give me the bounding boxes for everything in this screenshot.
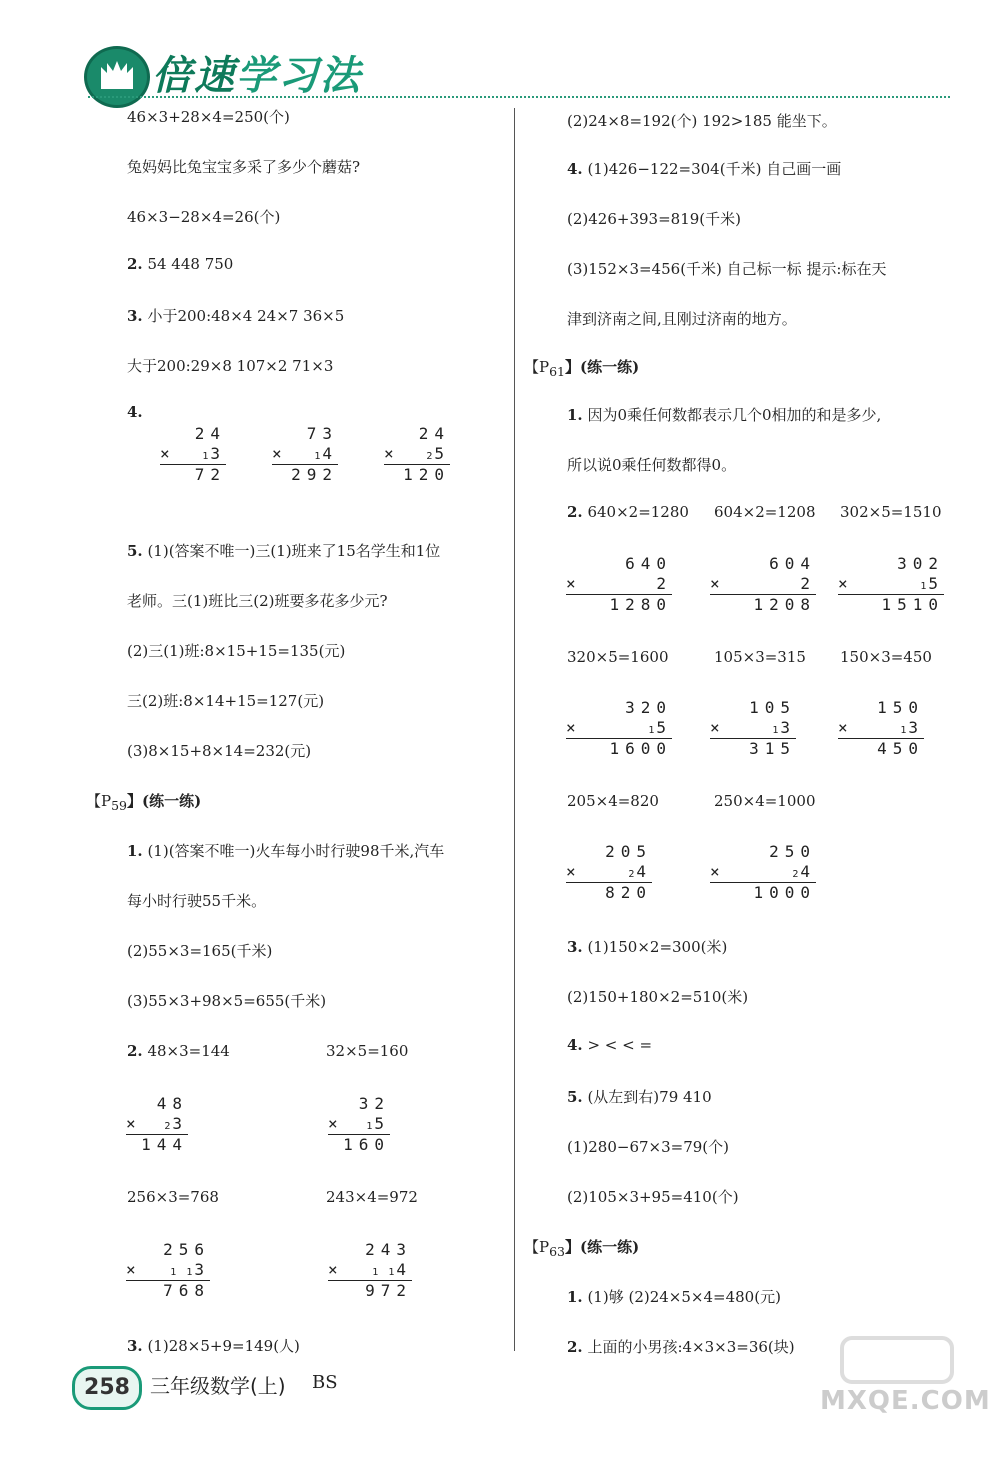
multiplicand: 640 — [625, 554, 672, 573]
vertical-calc — [566, 554, 672, 615]
multiplicand: 250 — [769, 842, 816, 861]
multiplicand: 150 — [877, 698, 924, 717]
multiplier: 3 — [780, 718, 796, 737]
vertical-calc — [272, 424, 338, 485]
times-sign: × — [566, 574, 576, 593]
multiplier: 2 — [656, 574, 672, 593]
product: 1510 — [838, 594, 944, 615]
times-sign: × — [710, 862, 720, 881]
left-line: (2)55×3=165(千米) — [127, 942, 273, 960]
item-text: (1)(答案不唯一)火车每小时行驶98千米,汽车 — [147, 842, 445, 860]
section-heading — [86, 790, 201, 813]
carry-digits: 2 — [628, 869, 637, 880]
product: 768 — [126, 1280, 210, 1301]
right-line: (3)152×3=456(千米) 自己标一标 提示:标在天 — [567, 260, 887, 278]
item-number: 2. — [567, 503, 583, 521]
page-number: 258 — [72, 1366, 142, 1410]
multiplier: 5 — [374, 1114, 390, 1133]
right-line: (2)105×3+95=410(个) — [567, 1188, 739, 1206]
multiplier: 3 — [194, 1260, 210, 1279]
item-text: 小于200:48×4 24×7 36×5 — [147, 307, 345, 325]
times-sign: × — [160, 444, 170, 463]
left-line: (2)三(1)班:8×15+15=135(元) — [127, 642, 346, 660]
product: 72 — [160, 464, 226, 485]
left-line: 大于200:29×8 107×2 71×3 — [127, 357, 334, 375]
vertical-calc — [328, 1094, 390, 1155]
vertical-calc — [838, 554, 944, 615]
times-sign: × — [710, 718, 720, 737]
vertical-calc — [838, 698, 924, 759]
multiplicand: 48 — [156, 1094, 188, 1113]
vertical-calc — [160, 424, 226, 485]
right-line — [567, 158, 841, 179]
right-line — [567, 1086, 712, 1107]
multiplicand: 32 — [358, 1094, 390, 1113]
left-line: 32×5=160 — [326, 1042, 409, 1060]
times-sign: × — [272, 444, 282, 463]
item-text: (1)够 (2)24×5×4=480(元) — [587, 1288, 781, 1306]
right-line: 604×2=1208 — [714, 503, 816, 521]
carry-digits: 1 — [366, 1121, 375, 1132]
multiplicand: 24 — [418, 424, 450, 443]
right-line: (2)150+180×2=510(米) — [567, 988, 749, 1006]
footer-edition: BS — [312, 1372, 338, 1393]
section-heading — [524, 1236, 639, 1259]
item-text: > < < = — [587, 1036, 653, 1054]
product: 160 — [328, 1134, 390, 1155]
item-number: 1. — [567, 1288, 583, 1306]
right-line: 150×3=450 — [840, 648, 932, 666]
right-line: (2)24×8=192(个) 192>185 能坐下。 — [567, 112, 837, 130]
multiplier-row — [838, 574, 944, 594]
multiplicand: 105 — [749, 698, 796, 717]
carry-digits: 1 — [648, 725, 657, 736]
multiplicand: 256 — [163, 1240, 210, 1259]
item-text: (1)426−122=304(千米) 自己画一画 — [587, 160, 842, 178]
times-sign: × — [566, 862, 576, 881]
multiplier-row — [328, 1260, 412, 1280]
multiplier-row — [160, 444, 226, 464]
multiplicand: 243 — [365, 1240, 412, 1259]
multiplicand: 604 — [769, 554, 816, 573]
item-number: 3. — [127, 307, 143, 325]
item-text: 54 448 750 — [147, 255, 234, 273]
vertical-calc — [710, 842, 816, 903]
multiplier-row — [384, 444, 450, 464]
left-line: 三(2)班:8×14+15=127(元) — [127, 692, 325, 710]
multiplier: 4 — [636, 862, 652, 881]
multiplicand: 320 — [625, 698, 672, 717]
multiplier-row — [566, 718, 672, 738]
times-sign: × — [328, 1260, 338, 1279]
item-number: 3. — [567, 938, 583, 956]
footer-title: 三年级数学(上) — [150, 1374, 286, 1398]
multiplier-row — [272, 444, 338, 464]
multiplier-row — [566, 574, 672, 594]
left-line: 256×3=768 — [127, 1188, 219, 1206]
item-number: 1. — [567, 406, 583, 424]
left-line: 老师。三(1)班比三(2)班要多花多少元? — [127, 592, 388, 610]
item-text: 48×3=144 — [147, 1042, 230, 1060]
item-text: (1)150×2=300(米) — [587, 938, 728, 956]
right-line: 250×4=1000 — [714, 792, 816, 810]
times-sign: × — [126, 1260, 136, 1279]
left-line — [127, 1042, 230, 1060]
left-line — [127, 305, 344, 326]
section-page: 59 — [111, 798, 127, 813]
carry-digits: 2 — [164, 1121, 173, 1132]
watermark-logo-icon — [838, 1330, 958, 1390]
section-page: 61 — [549, 364, 565, 379]
times-sign: × — [126, 1114, 136, 1133]
multiplier-row — [126, 1114, 188, 1134]
left-line: 兔妈妈比兔宝宝多采了多少个蘑菇? — [127, 158, 361, 176]
product: 1280 — [566, 594, 672, 615]
left-line — [127, 1335, 300, 1356]
product: 1000 — [710, 882, 816, 903]
carry-digits: 1 1 — [372, 1267, 397, 1278]
right-line: 津到济南之间,且刚过济南的地方。 — [567, 310, 797, 328]
item-text: (从左到右)79 410 — [587, 1088, 712, 1106]
multiplier-row — [710, 574, 816, 594]
multiplicand: 205 — [605, 842, 652, 861]
product: 450 — [838, 738, 924, 759]
item-number: 4. — [127, 403, 143, 421]
times-sign: × — [710, 574, 720, 593]
column-divider — [514, 108, 515, 1351]
carry-digits: 1 1 — [170, 1267, 195, 1278]
multiplier-row — [328, 1114, 390, 1134]
multiplier: 4 — [396, 1260, 412, 1279]
carry-digits: 1 — [314, 451, 323, 462]
right-line: 所以说0乘任何数都得0。 — [567, 456, 737, 474]
product: 120 — [384, 464, 450, 485]
item-number: 1. — [127, 842, 143, 860]
item-number: 5. — [567, 1088, 583, 1106]
multiplier: 3 — [210, 444, 226, 463]
right-line — [567, 503, 689, 521]
watermark-text: MXQE.COM — [820, 1386, 991, 1416]
right-line: (2)426+393=819(千米) — [567, 210, 741, 228]
multiplier: 5 — [928, 574, 944, 593]
multiplier-row — [838, 718, 924, 738]
section-label: 】(练一练) — [565, 1238, 640, 1256]
vertical-calc — [566, 842, 652, 903]
left-line — [127, 540, 440, 561]
item-text: (1)28×5+9=149(人) — [147, 1337, 300, 1355]
item-number: 4. — [567, 160, 583, 178]
right-line — [567, 1036, 652, 1054]
item-text: 上面的小男孩:4×3×3=36(块) — [587, 1338, 795, 1356]
multiplier: 2 — [800, 574, 816, 593]
item-number: 2. — [127, 1042, 143, 1060]
item-text: 640×2=1280 — [587, 503, 689, 521]
carry-digits: 1 — [202, 451, 211, 462]
multiplier-row — [126, 1260, 210, 1280]
multiplier: 5 — [434, 444, 450, 463]
left-line: (3)8×15+8×14=232(元) — [127, 742, 312, 760]
times-sign: × — [566, 718, 576, 737]
right-line — [567, 1286, 781, 1307]
product: 144 — [126, 1134, 188, 1155]
vertical-calc — [710, 698, 796, 759]
left-line: 每小时行驶55千米。 — [127, 892, 267, 910]
multiplier: 4 — [800, 862, 816, 881]
item-number: 3. — [127, 1337, 143, 1355]
carry-digits: 2 — [426, 451, 435, 462]
multiplier: 4 — [322, 444, 338, 463]
section-page: 63 — [549, 1244, 565, 1259]
product: 315 — [710, 738, 796, 759]
item-number: 2. — [567, 1338, 583, 1356]
multiplicand: 24 — [194, 424, 226, 443]
item-text: (1)(答案不唯一)三(1)班来了15名学生和1位 — [147, 542, 441, 560]
item-number: 4. — [567, 1036, 583, 1054]
vertical-calc — [126, 1094, 188, 1155]
right-line — [567, 936, 727, 957]
left-line: 243×4=972 — [326, 1188, 418, 1206]
product: 972 — [328, 1280, 412, 1301]
section-heading — [524, 356, 639, 379]
multiplier: 3 — [172, 1114, 188, 1133]
item-text: 因为0乘任何数都表示几个0相加的和是多少, — [587, 406, 882, 424]
section-label: 】(练一练) — [565, 358, 640, 376]
section-label: 】(练一练) — [127, 792, 202, 810]
section-bracket: 【P — [524, 1238, 550, 1256]
multiplier: 5 — [656, 718, 672, 737]
product: 820 — [566, 882, 652, 903]
logo-icon — [84, 46, 150, 108]
left-line: 46×3−28×4=26(个) — [127, 208, 281, 226]
left-line — [127, 255, 233, 273]
left-line: (3)55×3+98×5=655(千米) — [127, 992, 327, 1010]
right-line — [567, 1336, 795, 1357]
right-line: 320×5=1600 — [567, 648, 669, 666]
right-line: (1)280−67×3=79(个) — [567, 1138, 730, 1156]
item-number: 5. — [127, 542, 143, 560]
header-title: 倍速学习法 — [152, 53, 362, 99]
vertical-calc — [384, 424, 450, 485]
carry-digits: 2 — [792, 869, 801, 880]
section-bracket: 【P — [524, 358, 550, 376]
carry-digits: 1 — [900, 725, 909, 736]
product: 1208 — [710, 594, 816, 615]
multiplier-row — [566, 862, 652, 882]
product: 1600 — [566, 738, 672, 759]
carry-digits: 1 — [920, 581, 929, 592]
multiplier: 3 — [908, 718, 924, 737]
left-line — [127, 840, 444, 861]
multiplicand: 302 — [897, 554, 944, 573]
item-number: 2. — [127, 255, 143, 273]
left-line: 46×3+28×4=250(个) — [127, 108, 290, 126]
header-rule — [88, 96, 950, 98]
vertical-calc — [710, 554, 816, 615]
times-sign: × — [328, 1114, 338, 1133]
carry-digits: 1 — [772, 725, 781, 736]
multiplicand: 73 — [306, 424, 338, 443]
times-sign: × — [838, 718, 848, 737]
section-bracket: 【P — [86, 792, 112, 810]
multiplier-row — [710, 862, 816, 882]
product: 292 — [272, 464, 338, 485]
times-sign: × — [384, 444, 394, 463]
right-line: 105×3=315 — [714, 648, 806, 666]
vertical-calc — [328, 1240, 412, 1301]
times-sign: × — [838, 574, 848, 593]
vertical-calc — [566, 698, 672, 759]
vertical-calc — [126, 1240, 210, 1301]
right-line — [567, 404, 881, 425]
right-line: 302×5=1510 — [840, 503, 942, 521]
multiplier-row — [710, 718, 796, 738]
right-line: 205×4=820 — [567, 792, 659, 810]
